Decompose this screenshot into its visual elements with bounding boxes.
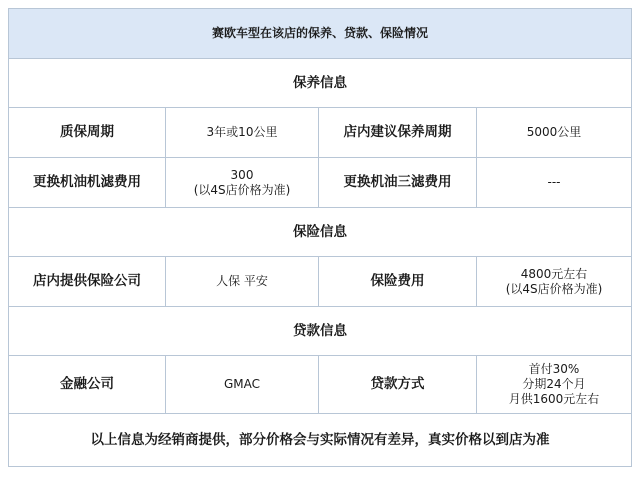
dealer-info-table <box>8 8 632 467</box>
table-row <box>9 158 632 208</box>
table-title: 赛欧车型在该店的保养、贷款、保险情况 <box>9 9 632 59</box>
title-row <box>9 9 632 59</box>
service-interval-value: 5000公里 <box>477 108 632 158</box>
loan-header: 贷款信息 <box>9 307 632 356</box>
loan-term: 分期24个月 <box>522 377 586 391</box>
three-filters-value: --- <box>477 158 632 208</box>
loan-monthly-payment: 月供1600元左右 <box>508 392 600 406</box>
footer-note: 以上信息为经销商提供，部分价格会与实际情况有差异，真实价格以到店为准 <box>9 414 632 467</box>
loan-method-value <box>477 356 632 414</box>
insurance-header: 保险信息 <box>9 208 632 257</box>
loan-down-payment: 首付30% <box>528 362 580 376</box>
maintenance-section-row <box>9 59 632 108</box>
insurance-fee-value <box>477 257 632 307</box>
footer-row <box>9 414 632 467</box>
insurance-company-label: 店内提供保险公司 <box>9 257 166 307</box>
insurance-section-row <box>9 208 632 257</box>
three-filters-label: 更换机油三滤费用 <box>319 158 477 208</box>
insurance-fee-note: (以4S店价格为准) <box>505 281 603 296</box>
loan-method-label: 贷款方式 <box>319 356 477 414</box>
maintenance-header: 保养信息 <box>9 59 632 108</box>
oil-filter-value <box>166 158 319 208</box>
table-row <box>9 257 632 307</box>
oil-filter-label: 更换机油机滤费用 <box>9 158 166 208</box>
insurance-fee-price: 4800元左右 <box>520 266 588 281</box>
oil-filter-note: (以4S店价格为准) <box>193 182 291 197</box>
table-row <box>9 108 632 158</box>
oil-filter-price: 300 <box>230 167 254 182</box>
warranty-label: 质保周期 <box>9 108 166 158</box>
service-interval-label: 店内建议保养周期 <box>319 108 477 158</box>
loan-company-label: 金融公司 <box>9 356 166 414</box>
warranty-value: 3年或10公里 <box>166 108 319 158</box>
table-row <box>9 356 632 414</box>
insurance-fee-label: 保险费用 <box>319 257 477 307</box>
insurance-company-value: 人保 平安 <box>166 257 319 307</box>
loan-section-row <box>9 307 632 356</box>
loan-company-value: GMAC <box>166 356 319 414</box>
